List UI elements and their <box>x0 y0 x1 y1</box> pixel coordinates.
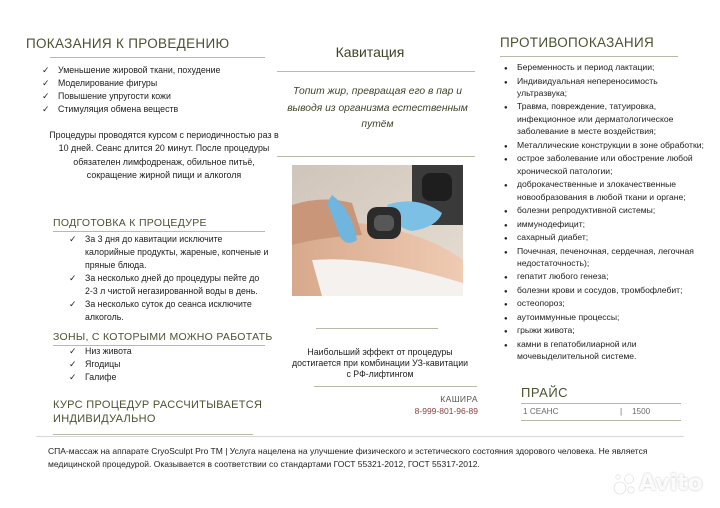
bullet-icon: ● <box>504 79 508 86</box>
check-icon: ✓ <box>42 65 50 75</box>
list-item-text: Низ живота <box>85 346 132 356</box>
price-row-divider <box>521 420 681 421</box>
list-item-text: За несколько суток до сеанса исключите алкоголь. <box>85 299 252 322</box>
bullet-icon: ● <box>504 329 508 336</box>
bullet-icon: ● <box>504 302 508 309</box>
contraindication-item <box>504 297 708 309</box>
price-item-label: 1 СЕАНС <box>523 407 559 416</box>
contraindications-list <box>504 61 708 364</box>
indication-item <box>42 103 282 116</box>
check-icon: ✓ <box>42 104 50 114</box>
phone-number[interactable]: 8-999-801-96-89 <box>414 406 478 416</box>
effect-note: Наибольший эффект от процедуры достигается при комбинации УЗ-кавитации с РФ-лифтингом <box>291 347 469 380</box>
bullet-icon: ● <box>504 209 508 216</box>
bullet-icon: ● <box>504 236 508 243</box>
bullet-icon: ● <box>504 275 508 282</box>
procedure-photo-illustration <box>292 165 463 296</box>
preparation-item <box>69 233 269 272</box>
bullet-icon: ● <box>504 288 508 295</box>
price-separator: | <box>620 407 623 416</box>
check-icon: ✓ <box>69 372 77 382</box>
bullet-icon: ● <box>504 183 508 190</box>
list-item-text: гепатит любого генеза; <box>517 271 609 282</box>
list-item-text: болезни крови и сосудов, тромбофлебит; <box>517 284 683 295</box>
title-divider <box>277 71 475 72</box>
bullet-icon: ● <box>504 315 508 322</box>
contraindication-item <box>504 178 708 203</box>
price-divider <box>521 403 681 404</box>
service-title: Кавитация <box>335 44 405 60</box>
contraindication-item <box>504 245 708 270</box>
check-icon: ✓ <box>69 234 77 244</box>
bullet-icon: ● <box>504 143 508 150</box>
service-tagline: Топит жир, превращая его в пар и выводя из организма естественным путём <box>287 86 468 130</box>
indications-heading: ПОКАЗАНИЯ К ПРОВЕДЕНИЮ <box>26 36 230 51</box>
zones-list <box>69 345 249 384</box>
preparation-item <box>69 272 269 298</box>
list-item-text: Беременность и период лактации; <box>517 62 655 72</box>
bullet-icon: ● <box>504 105 508 112</box>
list-item-text: Уменьшение жировой ткани, похудение <box>58 65 221 75</box>
price-value: 1500 <box>632 407 651 416</box>
zones-heading: ЗОНЫ, С КОТОРЫМИ МОЖНО РАБОТАТЬ <box>53 331 273 343</box>
photo-divider <box>316 328 438 329</box>
list-item-text: Стимуляция обмена веществ <box>58 104 179 114</box>
check-icon: ✓ <box>69 346 77 356</box>
list-item-text: Галифе <box>85 372 117 382</box>
avito-watermark <box>612 470 712 498</box>
bullet-icon: ● <box>504 249 508 256</box>
contraindication-item <box>504 100 708 137</box>
contraindication-item <box>504 152 708 177</box>
tagline-divider <box>277 156 475 157</box>
list-item-text: доброкачественные и злокачественные новообразования в любой ткани и органе; <box>517 179 686 202</box>
preparation-list <box>69 233 269 324</box>
list-item-text: грыжи живота; <box>517 325 575 336</box>
contraindications-heading: ПРОТИВОПОКАЗАНИЯ <box>500 35 654 50</box>
contraindication-item <box>504 218 708 230</box>
course-description: Процедуры проводятся курсом с периодичностью раз в 10 дней. Сеанс длится 20 минут. После процедуры обязателен лимфодренаж, обильное питьё, сокращение жирной пищи и алкоголя <box>49 130 279 181</box>
indications-list <box>42 64 282 116</box>
contraindication-item <box>504 61 708 73</box>
indication-item <box>42 77 282 90</box>
contraindication-item <box>504 311 708 323</box>
list-item-text: аутоиммунные процессы; <box>517 311 620 322</box>
list-item-text: За 3 дня до кавитации исключите калорийные продукты, жареные, копченые и пряные блюда. <box>85 234 269 270</box>
indications-divider <box>50 57 265 58</box>
list-item-text: Почечная, печеночная, сердечная, легочная недостаточность); <box>517 245 694 268</box>
indication-item <box>42 90 282 103</box>
list-item-text: острое заболевание или обострение любой хронической патологии; <box>517 153 693 176</box>
indication-item <box>42 64 282 77</box>
check-icon: ✓ <box>69 359 77 369</box>
avito-logo-icon <box>612 471 638 497</box>
contraindication-item <box>504 139 708 151</box>
list-item-text: остеопороз; <box>517 298 565 309</box>
footer-divider <box>36 436 684 437</box>
bullet-icon: ● <box>504 66 508 72</box>
contraindications-divider <box>500 56 678 57</box>
check-icon: ✓ <box>69 273 77 283</box>
contraindication-item <box>504 204 708 216</box>
contraindication-item <box>504 75 708 100</box>
footer-disclaimer: СПА-массаж на аппарате CryoSculpt Pro TM | Услуга нацелена на улучшение физического и эстетического состояния здорового человека. Не является медицинской процедурой. Оказывается в соответствии со стандартами ГОСТ 55321-2012, ГОСТ 55317-2012. <box>48 446 648 469</box>
list-item-text: Индивидуальная непереносимость ультразвука; <box>517 75 658 98</box>
contraindication-item <box>504 338 708 363</box>
list-item-text: Травма, повреждение, татуировка, инфекционное или дерматологическое заболевание в месте воздействия; <box>517 101 674 137</box>
preparation-heading: ПОДГОТОВКА К ПРОЦЕДУРЕ <box>53 217 207 229</box>
bullet-icon: ● <box>504 222 508 229</box>
zone-item <box>69 371 249 384</box>
list-item-text: За несколько дней до процедуры пейте до 2-3 л чистой негазированной воды в день. <box>85 273 260 296</box>
list-item-text: Моделирование фигуры <box>58 78 158 88</box>
zone-item <box>69 345 249 358</box>
course-price-divider <box>53 434 253 435</box>
list-item-text: болезни репродуктивной системы; <box>517 205 656 216</box>
check-icon: ✓ <box>69 299 77 309</box>
list-item-text: камни в гепатобилиарной или мочевыделительной системе. <box>517 338 637 362</box>
city-label: КАШИРА <box>440 394 478 404</box>
bullet-icon: ● <box>504 157 508 164</box>
list-item-text: иммунодефицит; <box>517 218 586 229</box>
contraindication-item <box>504 270 708 282</box>
watermark-text: Avito <box>639 471 703 496</box>
check-icon: ✓ <box>42 78 50 88</box>
contraindication-item <box>504 231 708 243</box>
list-item-text: Металлические конструкции в зоне обработки; <box>517 139 704 150</box>
contraindication-item <box>504 284 708 296</box>
preparation-divider <box>53 231 265 232</box>
check-icon: ✓ <box>42 91 50 101</box>
bullet-icon: ● <box>504 342 508 349</box>
zone-item <box>69 358 249 371</box>
course-price-heading: КУРС ПРОЦЕДУР РАССЧИТЫВАЕТСЯ ИНДИВИДУАЛЬНО <box>53 399 263 425</box>
list-item-text: Повышение упругости кожи <box>58 91 171 101</box>
preparation-item <box>69 298 269 324</box>
list-item-text: Ягодицы <box>85 359 121 369</box>
price-heading: ПРАЙС <box>521 385 569 400</box>
contraindication-item <box>504 324 708 336</box>
contact-divider <box>314 386 477 387</box>
procedure-photo <box>292 165 463 296</box>
list-item-text: сахарный диабет; <box>517 232 589 243</box>
